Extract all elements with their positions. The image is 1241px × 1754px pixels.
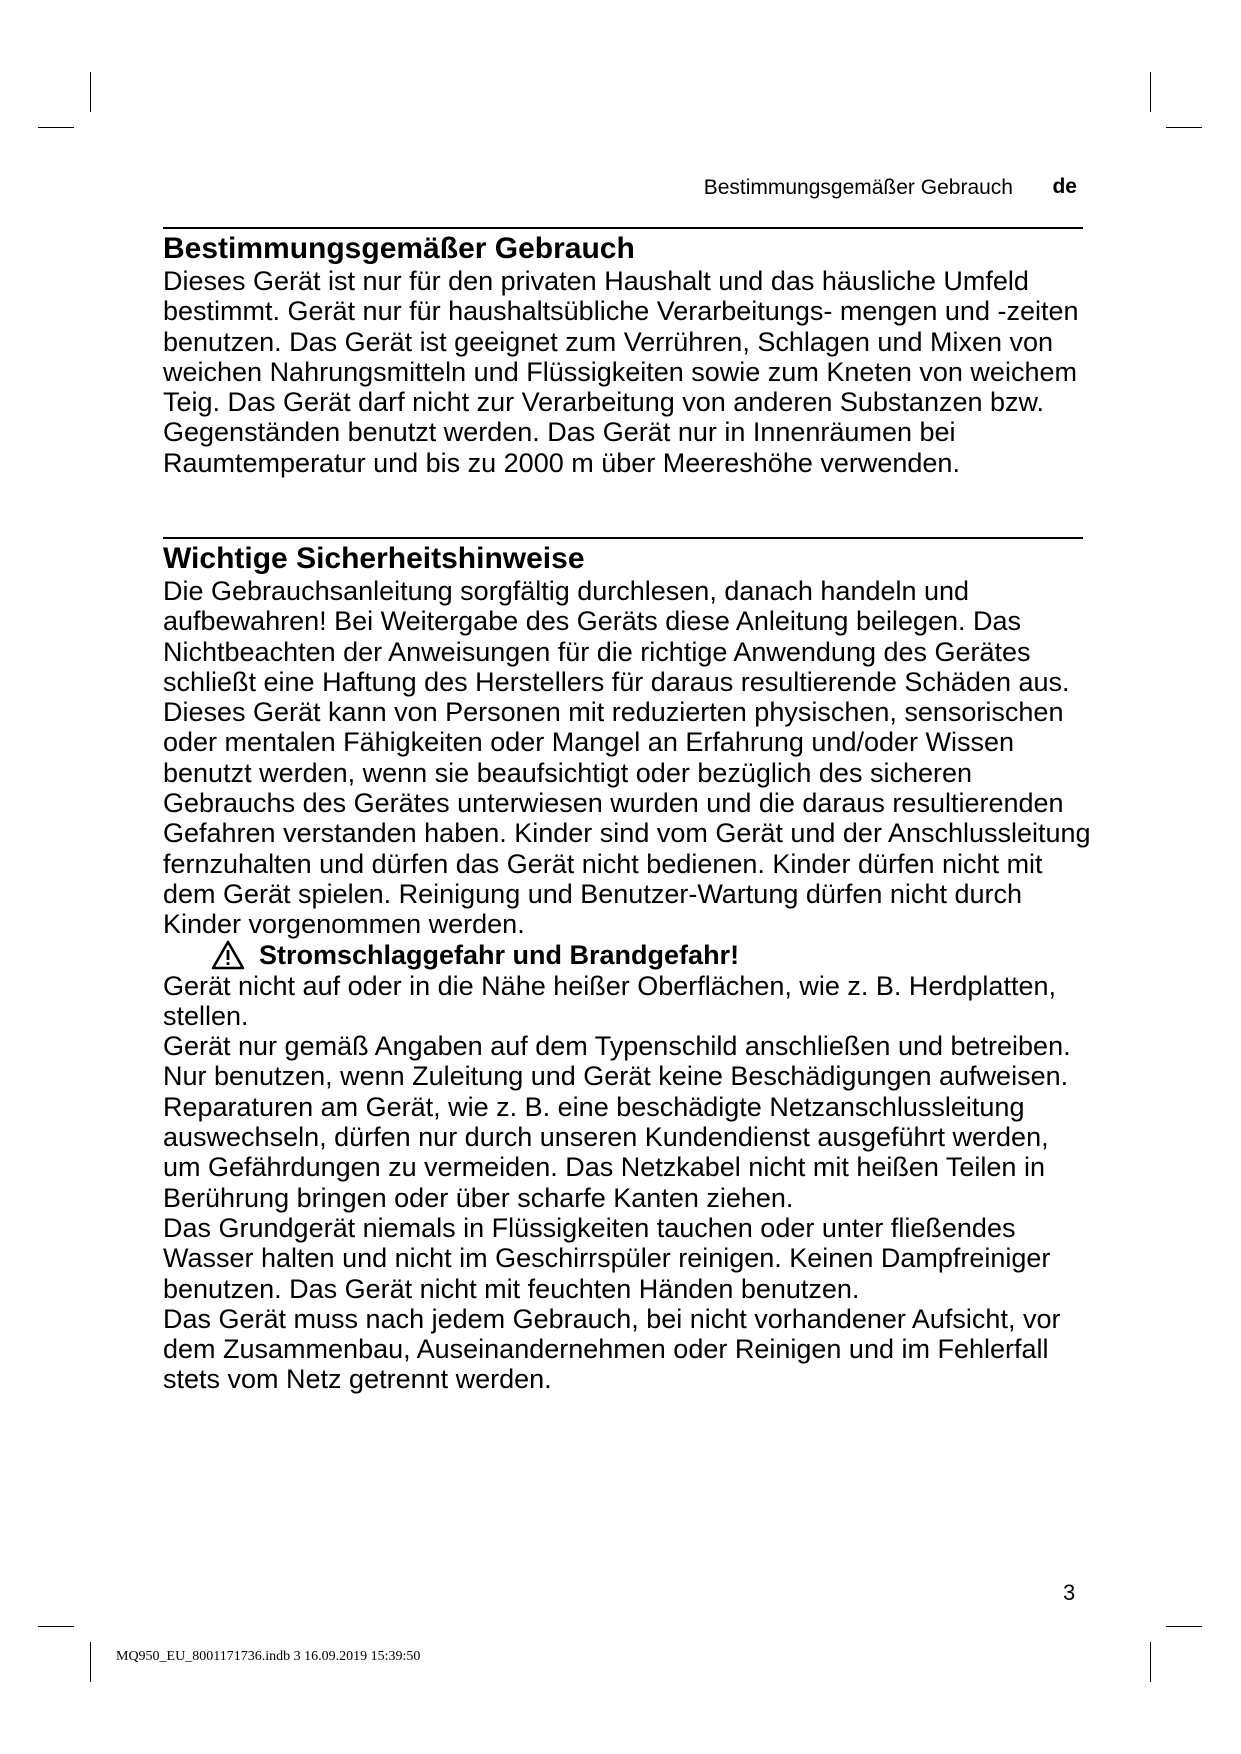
warning-triangle-icon bbox=[211, 940, 245, 970]
print-slug: MQ950_EU_8001171736.indb 3 16.09.2019 15:39:50 bbox=[116, 1649, 421, 1664]
page-number: 3 bbox=[1063, 1580, 1076, 1605]
warning-heading bbox=[211, 940, 1093, 971]
warning-paragraph: Gerät nicht auf oder in die Nähe heißer Oberflächen, wie z. B. Herdplatten, stellen. bbox=[163, 970, 1056, 1031]
warning-paragraph: Das Gerät muss nach jedem Gebrauch, bei nicht vorhandener Aufsicht, vor dem Zusammenbau, Auseinandernehmen oder Reinigen und im Fehlerfall stets vom Netz getrennt werden. bbox=[163, 1303, 1061, 1395]
running-header bbox=[163, 176, 1083, 200]
crop-mark-bottom-right-h bbox=[1166, 1626, 1202, 1627]
rule-section1 bbox=[163, 227, 1083, 229]
warning-paragraph: Gerät nur gemäß Angaben auf dem Typenschild anschließen und betreiben. Nur benutzen, wenn Zuleitung und Gerät keine Beschädigungen aufweisen. Reparaturen am Gerät, wie z. B. eine beschädigte Netzanschlussleitung auswechseln, dürfen nur durch unseren Kundendienst ausgeführt werden, um Gefährdungen zu vermeiden. Das Netzkabel nicht mit heißen Teilen in Berührung bringen oder über scharfe Kanten ziehen. bbox=[163, 1031, 1071, 1213]
header-section-title: Bestimmungsgemäßer Gebrauch bbox=[703, 176, 1013, 199]
crop-mark-bottom-left-h bbox=[38, 1626, 74, 1627]
crop-mark-bottom-right bbox=[1150, 1642, 1151, 1682]
crop-mark-top-right bbox=[1150, 72, 1151, 112]
crop-mark-top-left-h bbox=[38, 127, 74, 128]
section1-body: Dieses Gerät ist nur für den privaten Haushalt und das häusliche Umfeld bestimmt. Gerät nur für haushaltsübliche Verarbeitungs- mengen und -zeiten benutzen. Das Gerät ist geeignet zum Verrühren, Schlagen und Mixen von weichen Nahrungsmitteln und Flüssigkeiten sowie zum Kneten von weichem Teig. Das Gerät darf nicht zur Verarbeitung von anderen Substanzen bzw. Gegenständen benutzt werden. Das Gerät nur in Innenräumen bei Raumtemperatur und bis zu 2000 m über Meereshöhe verwenden. bbox=[163, 266, 1079, 478]
section1-heading: Bestimmungsgemäßer Gebrauch bbox=[163, 232, 635, 265]
section2-heading: Wichtige Sicherheitshinweise bbox=[163, 542, 585, 575]
section-intended-use bbox=[163, 232, 1093, 478]
safety-paragraph: Dieses Gerät kann von Personen mit reduzierten physischen, sensorischen oder mentalen Fähigkeiten oder Mangel an Erfahrung und/oder Wissen benutzt werden, wenn sie beaufsichtigt oder bezüglich des sicheren Gebrauchs des Gerätes unterwiesen wurden und die daraus resultierenden Gefahren verstanden haben. Kinder sind vom Gerät und der Anschlussleitung fernzuhalten und dürfen das Gerät nicht bedienen. Kinder dürfen nicht mit dem Gerät spielen. Reinigung und Benutzer-Wartung dürfen nicht durch Kinder vorgenommen werden. bbox=[163, 697, 1091, 940]
crop-mark-bottom-left bbox=[90, 1642, 91, 1682]
safety-paragraph: Die Gebrauchsanleitung sorgfältig durchlesen, danach handeln und aufbewahren! Bei Weitergabe des Geräts diese Anleitung beilegen. Das Nichtbeachten der Anweisungen für die richtige Anwendung des Gerätes schließt eine Haftung des Herstellers für daraus resultierende Schäden aus. bbox=[163, 576, 1070, 697]
rule-section2 bbox=[163, 537, 1083, 539]
crop-mark-top-left bbox=[90, 72, 91, 112]
section-safety-notes bbox=[163, 542, 1093, 1395]
warning-title: Stromschlaggefahr und Brandgefahr! bbox=[259, 939, 740, 970]
crop-mark-top-right-h bbox=[1166, 127, 1202, 128]
header-language-code: de bbox=[1052, 175, 1077, 198]
warning-paragraph: Das Grundgerät niemals in Flüssigkeiten tauchen oder unter fließendes Wasser halten und nicht im Geschirrspüler reinigen. Keinen Dampfreiniger benutzen. Das Gerät nicht mit feuchten Händen benutzen. bbox=[163, 1212, 1051, 1304]
